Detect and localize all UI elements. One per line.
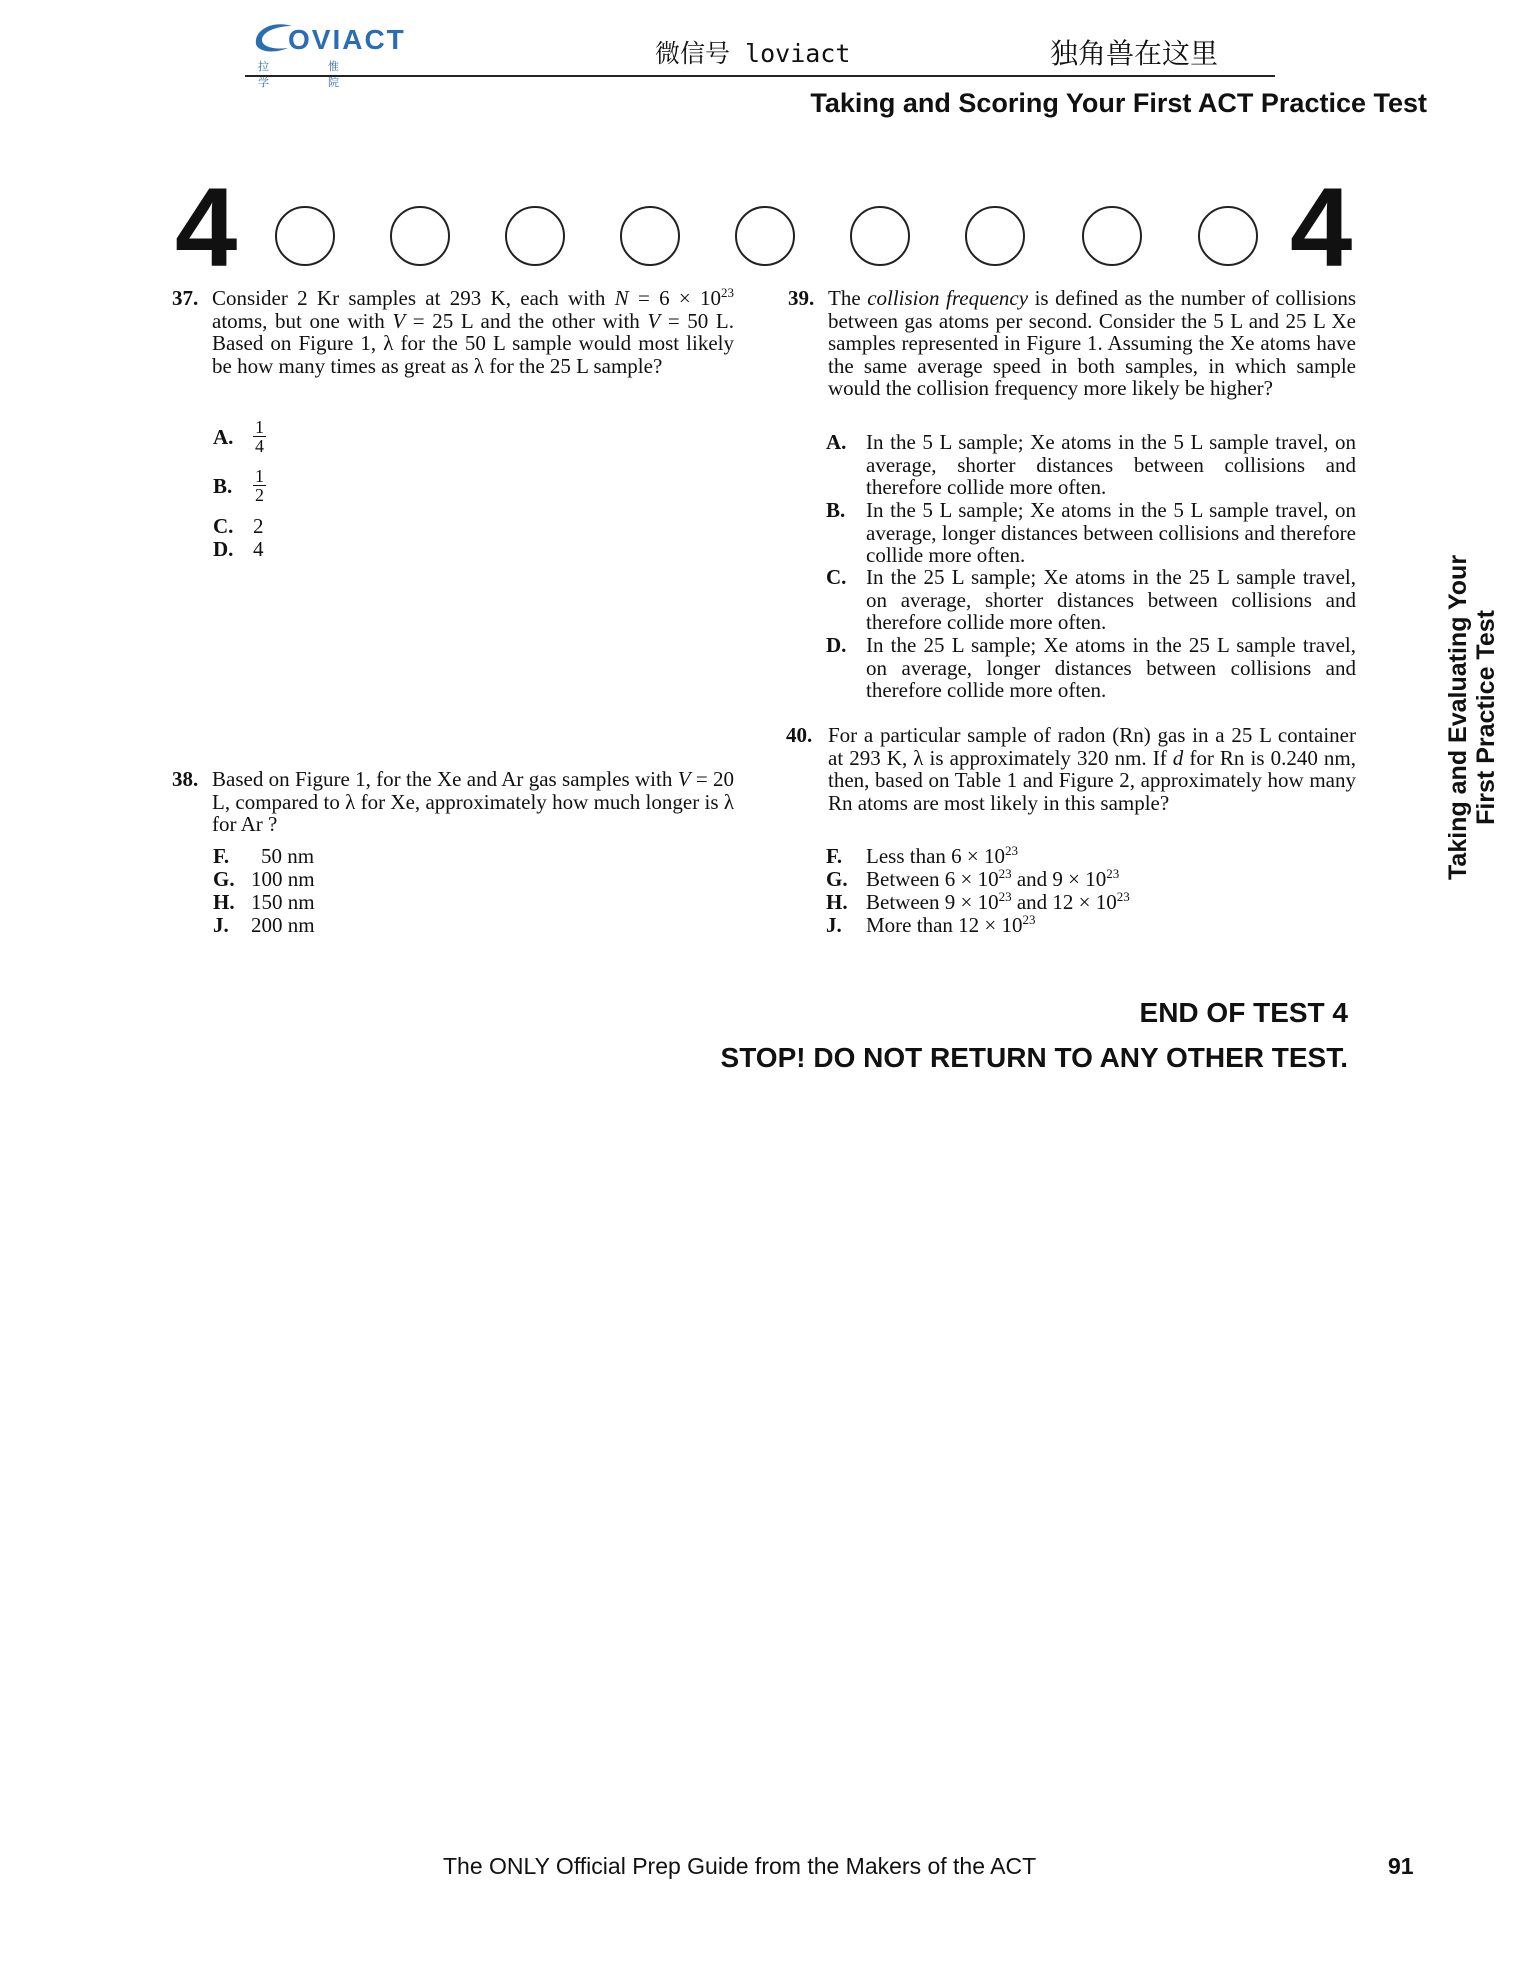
bubble-circle xyxy=(1082,206,1142,266)
answer-option-b[interactable] xyxy=(826,499,1356,567)
side-tab-line-1: Taking and Evaluating Your xyxy=(1444,554,1472,880)
option-label: A. xyxy=(826,430,847,454)
option-label: J. xyxy=(826,913,842,937)
question-stem: The collision frequency is defined as the number of collisions between gas atoms per second. Consider the 5 L and 25 L Xe samples represented in Figure 1. Assuming the Xe atoms have the same average speed in both samples, in which sample would the collision frequency more likely be higher? xyxy=(828,286,1357,400)
answer-option-d[interactable] xyxy=(826,634,1356,702)
answer-option-c[interactable] xyxy=(826,566,1356,634)
answer-option-j[interactable] xyxy=(213,914,353,938)
answer-option-h[interactable] xyxy=(213,891,353,915)
answer-option-f[interactable] xyxy=(826,845,1226,869)
bubble-circle xyxy=(620,206,680,266)
fraction-numerator: 1 xyxy=(255,466,264,486)
question-38 xyxy=(170,768,734,836)
option-label: B. xyxy=(213,474,233,498)
option-label: J. xyxy=(213,913,229,937)
bubble-circle xyxy=(850,206,910,266)
page-number: 91 xyxy=(1388,1853,1414,1879)
option-text: 50 nm xyxy=(261,844,315,868)
test-number-right: 4 xyxy=(1290,165,1353,290)
option-text: 4 xyxy=(253,537,264,561)
bubble-circle xyxy=(965,206,1025,266)
option-text: 150 nm xyxy=(251,890,315,914)
option-text: Between $6 \times 10^{23}$ and $9 \times 10^{23}$ xyxy=(866,866,1120,891)
stop-instruction: STOP! DO NOT RETURN TO ANY OTHER TEST. xyxy=(720,1042,1348,1073)
option-text: In the 5 L sample; Xe atoms in the 5 L sample travel, on average, shorter distances between collisions and therefore collide more often. xyxy=(866,430,1356,499)
question-stem: Consider 2 Kr samples at 293 K, each with $N = 6 \times 10^{23}$ atoms, but one with V = 25 L and the other with V = 50 L. Based on Figure 1, λ for the 50 L sample would most likely be how many times as great as λ for the 25 L sample? xyxy=(212,285,735,378)
side-tab-line-2: First Practice Test xyxy=(1472,610,1500,825)
option-text: Less than $6 \times 10^{23}$ xyxy=(866,843,1018,868)
question-40 xyxy=(786,724,1356,814)
question-37 xyxy=(170,287,734,377)
logo xyxy=(252,18,422,89)
question-number: 40. xyxy=(786,723,813,747)
option-text: More than $12 \times 10^{23}$ xyxy=(866,912,1036,937)
header-wechat: 微信号 loviact xyxy=(655,39,851,68)
option-label: H. xyxy=(826,890,848,914)
bubble-circle xyxy=(505,206,565,266)
question-number: 38. xyxy=(172,767,199,791)
answer-option-b[interactable] xyxy=(213,467,293,507)
bubble-circle xyxy=(1198,206,1258,266)
header-rule xyxy=(245,75,1275,77)
option-label: G. xyxy=(213,867,235,891)
logo-text: OVIACT xyxy=(288,24,406,55)
question-stem: Based on Figure 1, for the Xe and Ar gas samples with V = 20 L, compared to λ for Xe, approximately how much longer is λ for Ar ? xyxy=(212,767,734,836)
question-number: 39. xyxy=(788,286,815,310)
question-number: 37. xyxy=(172,286,199,310)
option-text: 100 nm xyxy=(251,867,315,891)
fraction-denominator: 4 xyxy=(255,436,264,456)
header-slogan: 独角兽在这里 xyxy=(1050,38,1219,69)
option-label: G. xyxy=(826,867,848,891)
fraction-denominator: 2 xyxy=(255,485,264,505)
question-stem: For a particular sample of radon (Rn) gas in a 25 L container at 293 K, λ is approximately 320 nm. If d for Rn is 0.240 nm, then, based on Table 1 and Figure 2, approximately how many Rn atoms are most likely in this sample? xyxy=(828,723,1356,815)
option-label: A. xyxy=(213,425,234,449)
option-text: 200 nm xyxy=(251,913,315,937)
question-39 xyxy=(786,287,1356,400)
option-label: F. xyxy=(826,844,843,868)
answer-option-c[interactable] xyxy=(213,515,293,539)
fraction-numerator: 1 xyxy=(255,417,264,437)
option-label: C. xyxy=(213,514,234,538)
option-text: 2 xyxy=(253,514,264,538)
answer-option-a[interactable] xyxy=(826,431,1356,499)
option-label: B. xyxy=(826,498,846,522)
bubble-circle xyxy=(390,206,450,266)
fraction xyxy=(253,467,266,504)
option-label: C. xyxy=(826,565,847,589)
option-label: D. xyxy=(213,537,234,561)
bubble-circle xyxy=(735,206,795,266)
logo-subtitle: 拉 惟 学 院 xyxy=(258,61,368,89)
answer-option-a[interactable] xyxy=(213,418,293,458)
option-text: In the 5 L sample; Xe atoms in the 5 L sample travel, on average, longer distances between collisions and therefore collide more often. xyxy=(866,498,1356,567)
answer-option-j[interactable] xyxy=(826,914,1226,938)
option-label: D. xyxy=(826,633,847,657)
option-label: H. xyxy=(213,890,235,914)
option-text: In the 25 L sample; Xe atoms in the 25 L sample travel, on average, longer distances between collisions and therefore collide more often. xyxy=(866,633,1356,702)
side-tab-text xyxy=(1444,555,1500,880)
option-text: In the 25 L sample; Xe atoms in the 25 L sample travel, on average, shorter distances between collisions and therefore collide more often. xyxy=(866,565,1356,634)
answer-option-g[interactable] xyxy=(826,868,1226,892)
bubble-circle xyxy=(275,206,335,266)
end-of-test-heading: END OF TEST 4 xyxy=(1139,997,1348,1028)
option-label: F. xyxy=(213,844,230,868)
answer-option-d[interactable] xyxy=(213,538,293,562)
fraction xyxy=(253,418,266,455)
page-title: Taking and Scoring Your First ACT Practice Test xyxy=(810,88,1427,118)
test-number-left: 4 xyxy=(175,165,238,290)
option-text: Between $9 \times 10^{23}$ and $12 \times 10^{23}$ xyxy=(866,889,1130,914)
answer-option-f[interactable] xyxy=(213,845,353,869)
footer-text: The ONLY Official Prep Guide from the Makers of the ACT xyxy=(443,1853,1037,1879)
answer-option-g[interactable] xyxy=(213,868,353,892)
